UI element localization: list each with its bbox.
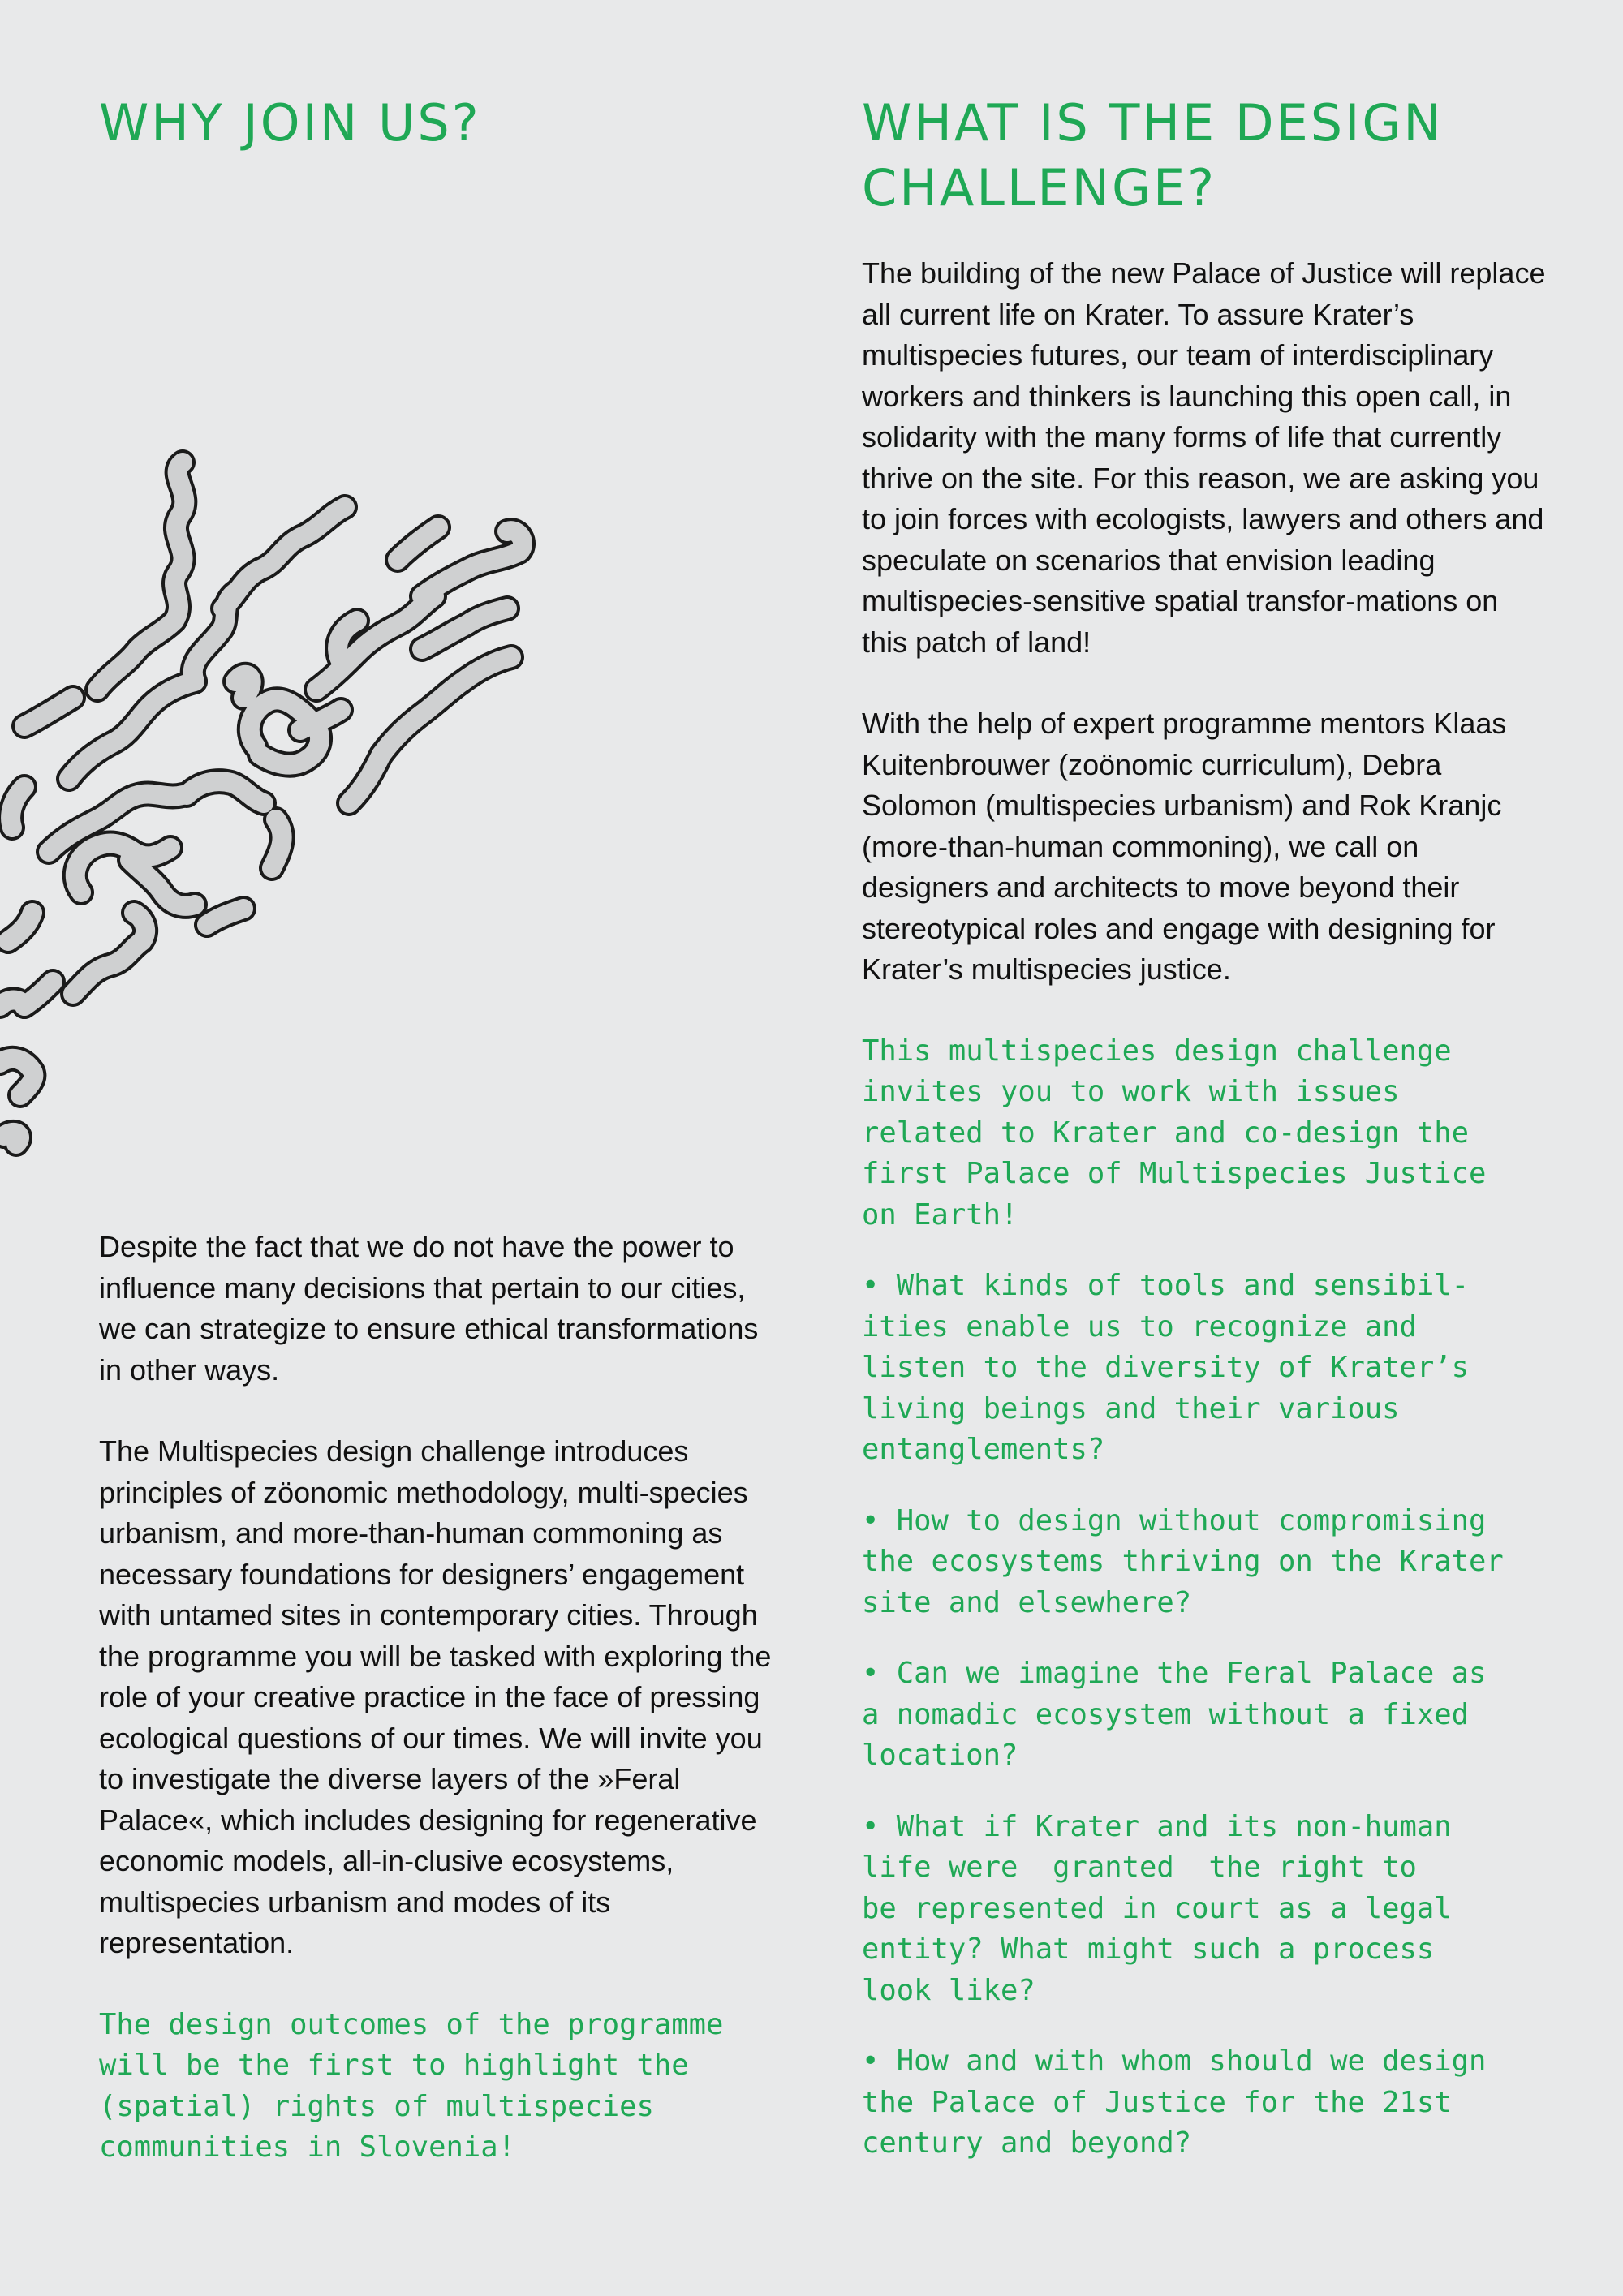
challenge-intro: This multispecies design challenge invites you to work with issues related to Krater and co-design the first Palace of Multispecies Justice on Earth! [862,1034,1487,1232]
question-3: • Can we imagine the Feral Palace as a nomadic ecosystem without a fixed location? [862,1657,1487,1772]
left-highlight: The design outcomes of the programme will be the first to highlight the (spatial) rights of multispecies communities in Slovenia! [99,2007,724,2164]
worm-cluster-svg [0,438,552,1168]
worm-cluster-illustration [0,438,552,1168]
left-column [99,91,773,2164]
left-text-block [99,1227,773,2169]
right-paragraph-1: The building of the new Palace of Justice will replace all current life on Krater. To assure Krater’s multispecies futures, our team of interdisciplinary workers and thinkers is launching this open call, in solidarity with the many forms of life that currently thrive on the site. For this reason, we are asking you to join forces with ecologists, lawyers and others and speculate on scenarios that envision leading multispecies-sensitive spatial transfor-mations on this patch of land! [862,256,1546,659]
question-1: • What kinds of tools and sensibil- ities enable us to recognize and listen to the diversity of Krater’s living beings and their various entanglements? [862,1269,1470,1466]
left-paragraph-1: Despite the fact that we do not have the power to influence many decisions that pertain to our cities, we can strategize to ensure ethical transformations in other ways. [99,1230,759,1387]
design-challenge-heading: WHAT IS THE DESIGN CHALLENGE? [862,93,1444,217]
left-paragraph-2: The Multispecies design challenge introduces principles of zöonomic methodology, multi-species urbanism, and more-than-human commoning as necessary foundations for designers’ engagement with untamed sites in contemporary cities. Through the programme you will be tasked with exploring the role of your creative practice in the face of pressing ecological questions of our times. We will invite you to investigate the diverse layers of the »Feral Palace«, which includes designing for regenerative economic models, all-in-clusive ecosystems, multispecies urbanism and modes of its representation. [99,1434,772,1959]
question-4: • What if Krater and its non-human life were granted the right to be represented in court as a legal entity? What might such a process look like? [862,1809,1452,2007]
question-5: • How and with whom should we design the Palace of Justice for the 21st century and beyond? [862,2044,1487,2160]
question-2: • How to design without compromising the ecosystems thriving on the Krater site and elsewhere? [862,1503,1504,1619]
why-join-heading: WHY JOIN US? [99,93,481,153]
right-column [862,91,1552,2165]
right-paragraph-2: With the help of expert programme mentors Klaas Kuitenbrouwer (zoönomic curriculum), Debra Solomon (multispecies urbanism) and Rok Kranjc (more-than-human commoning), we call on designers and architects to move beyond their stereotypical roles and engage with designing for Krater’s multispecies justice. [862,707,1507,986]
right-text-block [862,253,1552,2165]
